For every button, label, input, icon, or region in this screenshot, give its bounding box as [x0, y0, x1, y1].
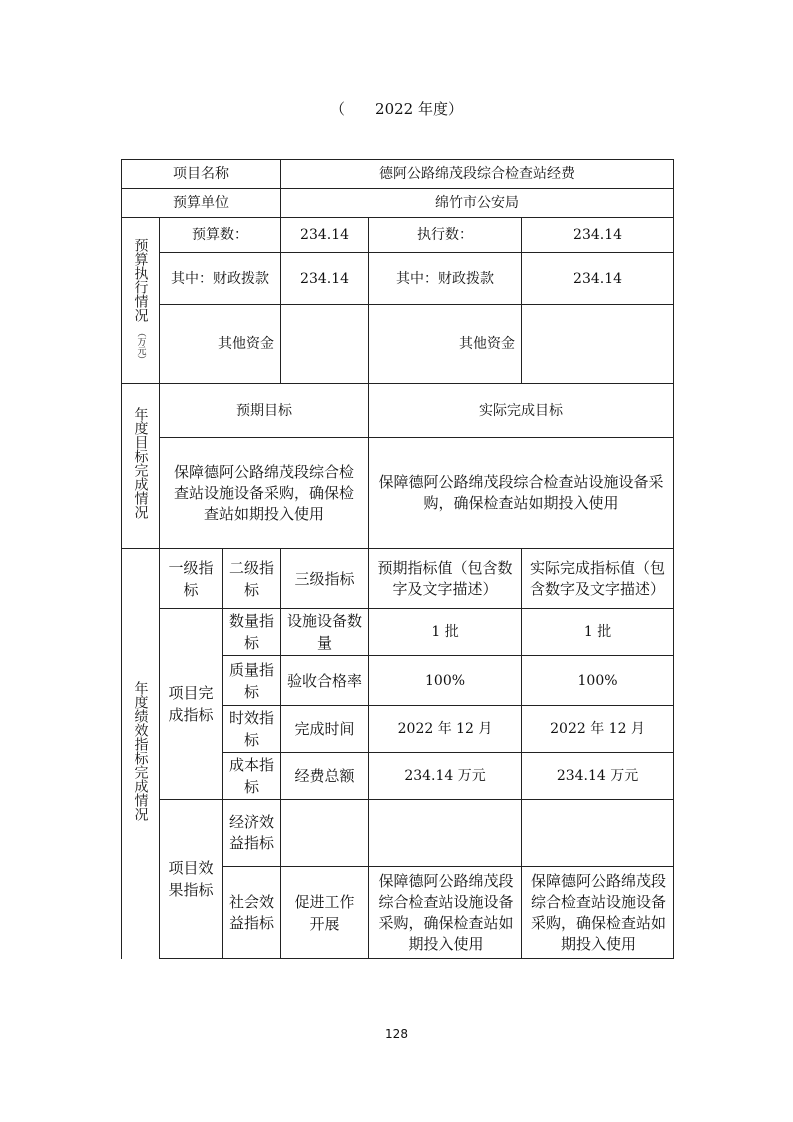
indicator-header-row — [122, 549, 674, 609]
goals-header-row — [122, 384, 674, 438]
budget-value: 234.14 — [281, 218, 369, 253]
level3-cell: 验收合格率 — [281, 656, 369, 706]
other-label-2: 其他资金 — [369, 305, 522, 384]
level3-header: 三级指标 — [281, 549, 369, 609]
other-value-2 — [522, 305, 674, 384]
budget-unit-value: 绵竹市公安局 — [281, 189, 674, 218]
other-funds-row — [122, 305, 674, 384]
level2-cell: 质量指标 — [223, 656, 281, 706]
expected-value-cell: 100% — [369, 656, 522, 706]
actual-value-header: 实际完成指标值（包含数字及文字描述） — [522, 549, 674, 609]
actual-value-cell — [522, 800, 674, 867]
group-effect-label: 项目效果指标 — [160, 800, 223, 959]
budget-section-title: 预算执行情况 — [132, 237, 149, 322]
budget-unit-row — [122, 189, 674, 218]
level2-cell: 成本指标 — [223, 753, 281, 800]
level1-header: 一级指标 — [160, 549, 223, 609]
expected-value-cell: 1 批 — [369, 609, 522, 656]
goals-section-label — [122, 384, 160, 549]
year-text: 2022 年度） — [375, 100, 463, 118]
budget-label: 预算数： — [160, 218, 281, 253]
level3-cell — [281, 800, 369, 867]
budget-section-label — [122, 218, 160, 384]
fiscal-value-1: 234.14 — [281, 253, 369, 305]
level2-cell: 经济效益指标 — [223, 800, 281, 867]
level2-header: 二级指标 — [223, 549, 281, 609]
other-value-1 — [281, 305, 369, 384]
project-name-value: 德阿公路绵茂段综合检查站经费 — [281, 160, 674, 189]
level2-cell: 社会效益指标 — [223, 867, 281, 959]
budget-section-unit: （万元） — [135, 327, 146, 364]
goals-section-title: 年度目标完成情况 — [132, 407, 149, 519]
table-row — [122, 609, 674, 656]
expected-value-header: 预期指标值（包含数字及文字描述） — [369, 549, 522, 609]
actual-value-cell: 100% — [522, 656, 674, 706]
goals-content-row — [122, 438, 674, 549]
level3-cell: 经费总额 — [281, 753, 369, 800]
exec-value: 234.14 — [522, 218, 674, 253]
level2-cell: 时效指标 — [223, 706, 281, 753]
table-row — [122, 800, 674, 867]
level3-cell: 促进工作开展 — [281, 867, 369, 959]
actual-value-cell: 1 批 — [522, 609, 674, 656]
level3-cell: 完成时间 — [281, 706, 369, 753]
fiscal-label-1: 其中：财政拨款 — [160, 253, 281, 305]
exec-label: 执行数： — [369, 218, 522, 253]
level2-cell: 数量指标 — [223, 609, 281, 656]
expected-value-cell: 2022 年 12 月 — [369, 706, 522, 753]
performance-section-title: 年度绩效指标完成情况 — [132, 680, 149, 821]
expected-value-cell: 234.14 万元 — [369, 753, 522, 800]
group-completion-label: 项目完成指标 — [160, 609, 223, 800]
actual-value-cell: 2022 年 12 月 — [522, 706, 674, 753]
performance-section-label — [122, 549, 160, 959]
page-number: 128 — [385, 1027, 408, 1041]
level3-cell: 设施设备数量 — [281, 609, 369, 656]
budget-unit-label: 预算单位 — [122, 189, 281, 218]
expected-value-cell — [369, 800, 522, 867]
performance-form-table — [121, 159, 674, 959]
project-name-label: 项目名称 — [122, 160, 281, 189]
actual-value-cell: 保障德阿公路绵茂段综合检查站设施设备采购，确保检查站如期投入使用 — [522, 867, 674, 959]
expected-goal-text: 保障德阿公路绵茂段综合检查站设施设备采购，确保检查站如期投入使用 — [160, 438, 369, 549]
fiscal-label-2: 其中：财政拨款 — [369, 253, 522, 305]
expected-value-cell: 保障德阿公路绵茂段综合检查站设施设备采购，确保检查站如期投入使用 — [369, 867, 522, 959]
year-paren: （ — [330, 100, 346, 118]
actual-value-cell: 234.14 万元 — [522, 753, 674, 800]
fiscal-row — [122, 253, 674, 305]
other-label-1: 其他资金 — [160, 305, 281, 384]
expected-goal-header: 预期目标 — [160, 384, 369, 438]
actual-goal-header: 实际完成目标 — [369, 384, 674, 438]
budget-amount-row — [122, 218, 674, 253]
project-name-row — [122, 160, 674, 189]
year-heading — [0, 98, 793, 119]
actual-goal-text: 保障德阿公路绵茂段综合检查站设施设备采购，确保检查站如期投入使用 — [369, 438, 674, 549]
fiscal-value-2: 234.14 — [522, 253, 674, 305]
